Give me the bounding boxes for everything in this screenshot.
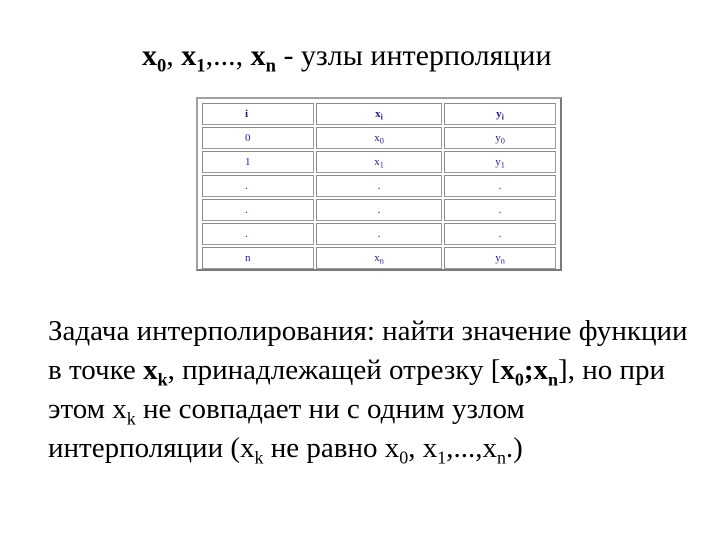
nodes-table-frame xyxy=(196,97,562,271)
cell-x: . xyxy=(316,223,442,245)
cell-x: . xyxy=(316,175,442,197)
cell-x: $x_1$ xyxy=(316,151,442,173)
cell-i: . xyxy=(202,223,314,245)
title-ellipsis: ,..., xyxy=(205,39,251,72)
cell-y: $y_n$ xyxy=(444,247,556,269)
title-x1: $x_1$ xyxy=(181,39,206,77)
cell-i: 0 xyxy=(202,127,314,149)
cell-x: $x_n$ xyxy=(316,247,442,269)
cell-i: 1 xyxy=(202,151,314,173)
cell-i: n xyxy=(202,247,314,269)
xk-point: $x_k$ xyxy=(143,354,168,390)
cell-i: . xyxy=(202,199,314,221)
segment-start: $x_0$ xyxy=(500,354,524,390)
table-row xyxy=(202,247,556,269)
cell-y: $y_0$ xyxy=(444,127,556,149)
cell-y: . xyxy=(444,175,556,197)
cell-y: . xyxy=(444,223,556,245)
title-xn: $x_n$ xyxy=(250,39,276,77)
page-title xyxy=(142,38,552,77)
cell-y: $y_1$ xyxy=(444,151,556,173)
table-row xyxy=(202,175,556,197)
table-row xyxy=(202,127,556,149)
segment-end: $x_n$ xyxy=(533,354,559,390)
cell-i: . xyxy=(202,175,314,197)
header-i: i xyxy=(202,103,314,125)
table-row xyxy=(202,199,556,221)
title-x0: $x_0$ xyxy=(142,39,167,77)
nodes-table xyxy=(200,101,558,271)
title-separator: , xyxy=(166,39,182,72)
table-row xyxy=(202,223,556,245)
task-description: Задача интерполирования: найти значение функции в точке $x_k$, принадлежащей отрезку $[x_0;x_n]$, но при этом $x_k$ не совпадает ни с одним узлом интерполяции ($x_k$ не равно $x_0$, $x_1,...,x_n$.) xyxy=(48,315,688,468)
title-text: - узлы интерполяции xyxy=(275,39,552,72)
table-header-row xyxy=(202,103,556,125)
cell-x: . xyxy=(316,199,442,221)
cell-x: $x_0$ xyxy=(316,127,442,149)
header-x: $x_i$ xyxy=(316,103,442,125)
cell-y: . xyxy=(444,199,556,221)
header-y: $y_i$ xyxy=(444,103,556,125)
table-row xyxy=(202,151,556,173)
